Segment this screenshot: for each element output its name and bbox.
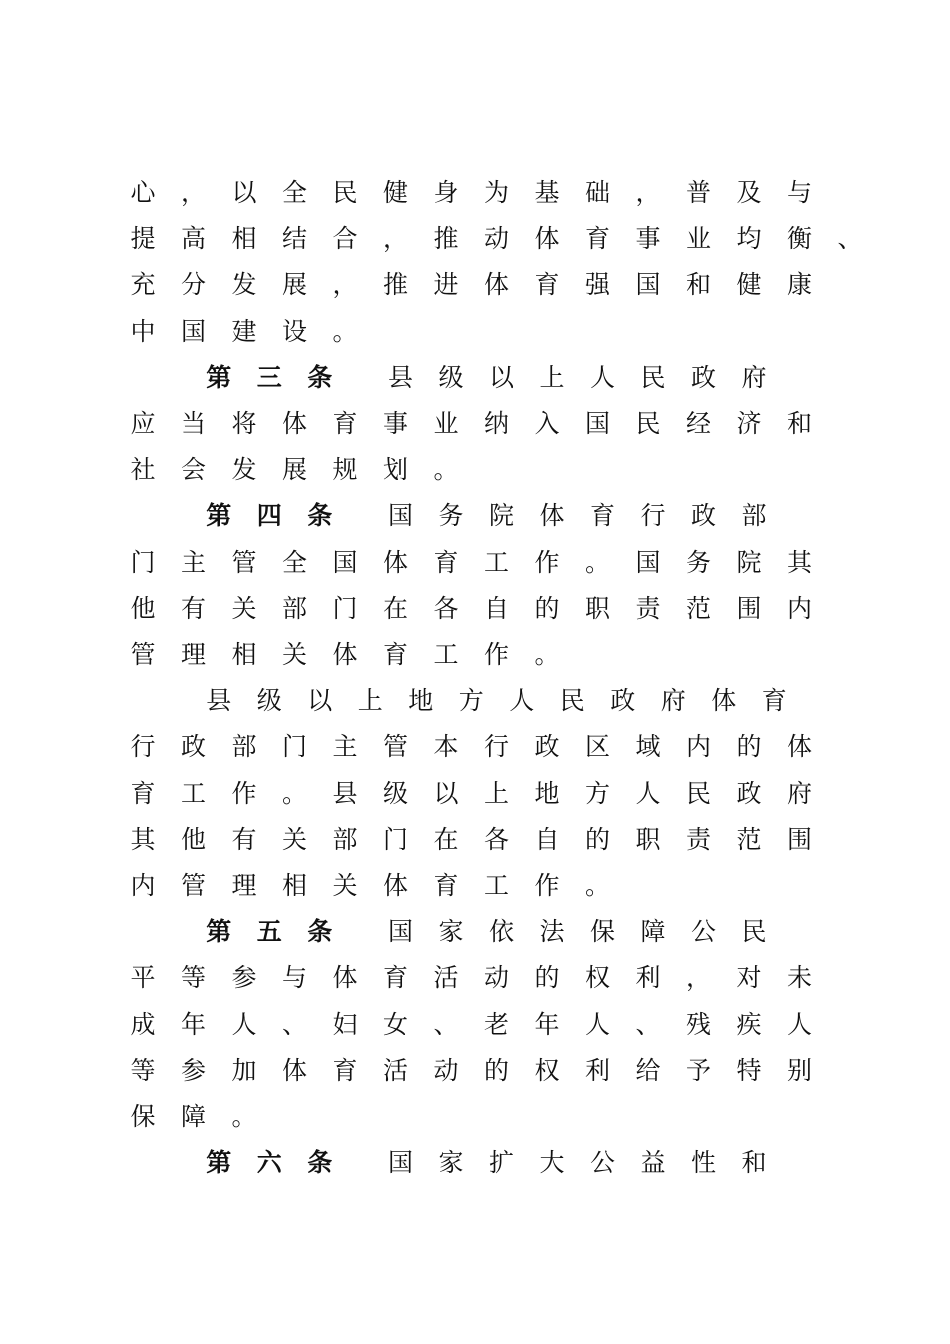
document-page: 心 ， 以 全 民 健 身 为 基 础 ， 普 及 与 提 高 相 结 合 ， 推 动 体 育 事 业 均 衡 、 充 分 发 展 ， 推 进 体 育 强 国 和 健 康 中 国 建 设 。 第 三 条 县 级 以 上 人 民 政 府 应 当 将 体 育 事 业 纳 入 国 民 经 济 和 社 会 发 展 规 划 。 第 四 条 国 务 院 体 育 行 政 部 门 主 管 全 国 体 育 工 作 。 国 务 院 其 他 有 关 部 门 在 各 自 的 职 责 范 围 内 管 理 相 关 体 育 工 作 。 县 级 以 上 地 方 人 民 政 府 体 育 行 政 部 门 主 管 本 行 政 区 域 内 的 体 育 工 作 。 县 级 以 上 地 方 人 民 政 府 其 他 有 关 部 门 在 各 自 的 职 责 范 围 内 管 理 相 关 体 育 工 作 。 第 五 条 国 家 依 法 保 障 公 民 平 等 参 与 体 育 活 动 的 权 利 ， 对 未 成 年 人 、 妇 女 、 老 年 人 、 残 疾 人 等 参 加 体 育 活 动 的 权 利 给 予 特 别 保 障 。 第 六 条 国 家 扩 大 公 益 性 和	[130, 178, 863, 1178]
